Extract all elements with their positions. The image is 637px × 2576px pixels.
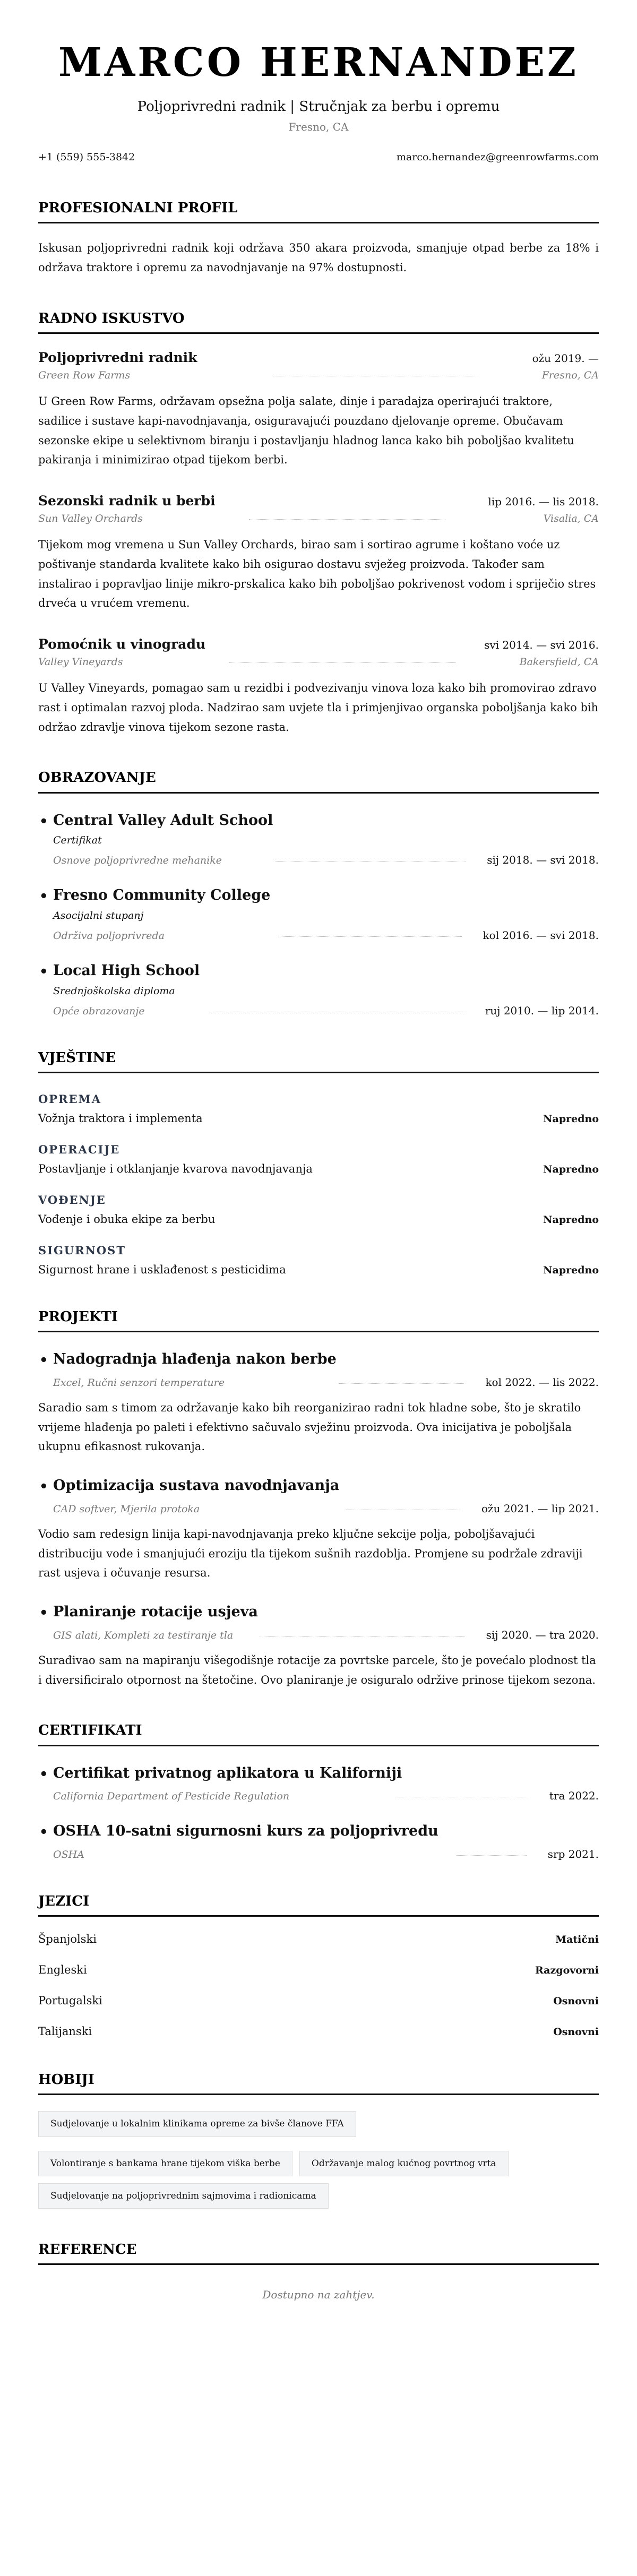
education-entry — [38, 886, 599, 942]
language-row — [38, 1994, 599, 2025]
skill-group — [38, 1092, 599, 1125]
degree: Asocijalni stupanj — [53, 910, 144, 921]
hobby-tag: Volontiranje s bankama hrane tijekom viška berbe — [38, 2151, 292, 2176]
dotted-leader — [339, 1383, 464, 1384]
job-company: Valley Vineyards — [38, 656, 123, 668]
certification-name: Certifikat privatnog aplikatora u Kaliforniji — [53, 1764, 402, 1781]
skill-level: Napredno — [543, 1163, 599, 1175]
certification-issuer: OSHA — [53, 1849, 84, 1861]
certification-issuer: California Department of Pesticide Regulation — [53, 1790, 290, 1803]
bullet-icon: • — [39, 1824, 48, 1841]
section-profile — [38, 200, 599, 278]
education-dates: sij 2018. — svi 2018. — [487, 854, 599, 867]
section-projects — [38, 1309, 599, 1690]
school-name: Central Valley Adult School — [53, 812, 273, 829]
job-entry — [38, 493, 599, 613]
job-title: Poljoprivredni radnik — [38, 350, 197, 366]
language-name: Engleski — [38, 1963, 87, 1977]
school-name: Local High School — [53, 962, 200, 979]
section-certifications — [38, 1722, 599, 1860]
skill-name: Postavljanje i otklanjanje kvarova navodnjavanja — [38, 1162, 313, 1175]
candidate-headline: Poljoprivredni radnik | Stručnjak za berbu i opremu — [137, 99, 500, 115]
bullet-icon: • — [39, 1605, 48, 1622]
dotted-leader — [229, 662, 455, 663]
skill-category: OPERACIJE — [38, 1142, 120, 1156]
education-entry — [38, 812, 599, 867]
skill-name: Vožnja traktora i implementa — [38, 1112, 203, 1125]
candidate-location: Fresno, CA — [288, 120, 349, 134]
school-name: Fresno Community College — [53, 887, 271, 904]
job-entry — [38, 636, 599, 737]
language-row — [38, 2025, 599, 2056]
bullet-icon: • — [39, 889, 48, 905]
contact-row — [38, 151, 599, 163]
candidate-name: MARCO HERNANDEZ — [58, 40, 579, 85]
language-name: Portugalski — [38, 1994, 102, 2008]
project-name: Nadogradnja hlađenja nakon berbe — [53, 1351, 337, 1368]
bullet-icon: • — [39, 813, 48, 830]
certification-entry — [38, 1764, 599, 1803]
hobby-tags — [38, 2111, 599, 2208]
project-entry — [38, 1603, 599, 1690]
skill-level: Napredno — [543, 1264, 599, 1276]
language-name: Talijanski — [38, 2025, 92, 2038]
job-description: U Green Row Farms, održavam opsežna polja salate, dinje i paradajza operirajući traktore, sadilice i sustave kapi-navodnjavanja, osiguravajući pouzdano djelovanje opreme. Obučavam sezonske ekipe u selektivnom biranju i postavljanju hladnog lanca kako bih poboljšao kvalitetu pakiranja i minimizirao otpad tijekom berbi. — [38, 395, 574, 467]
skill-group — [38, 1143, 599, 1175]
language-level: Razgovorni — [535, 1965, 599, 1977]
project-entry — [38, 1477, 599, 1583]
project-description: Vodio sam redesign linija kapi-navodnjavanja preko ključne sekcije polja, poboljšavajući distribuciju vode i smanjujući eroziju tla tijekom sušnih razdoblja. Promjene su podržale zdraviji rast usjeva i očuvanje resursa. — [38, 1527, 583, 1580]
job-description: U Valley Vineyards, pomagao sam u rezidbi i podvezivanju vinova loza kako bih promovirao zdravo rast i optimalan razvoj ploda. Nadzirao sam uvjete tla i primjenjivao organska poboljšanja kako bih održao zdravlje vinova tijekom sezone rasta. — [38, 682, 599, 734]
hobby-tag: Održavanje malog kućnog povrtnog vrta — [299, 2151, 509, 2176]
job-title: Sezonski radnik u berbi — [38, 493, 216, 509]
job-dates: svi 2014. — svi 2016. — [484, 639, 599, 652]
project-name: Planiranje rotacije usjeva — [53, 1604, 258, 1621]
job-company: Green Row Farms — [38, 369, 131, 382]
language-level: Osnovni — [553, 1995, 599, 2008]
dotted-leader — [456, 1855, 527, 1856]
job-location: Fresno, CA — [541, 369, 599, 382]
education-dates: kol 2016. — svi 2018. — [483, 929, 599, 942]
education-dates: ruj 2010. — lip 2014. — [485, 1004, 599, 1017]
language-row — [38, 1933, 599, 1963]
job-location: Visalia, CA — [543, 513, 599, 525]
email-address[interactable]: marco.hernandez@greenrowfarms.com — [396, 151, 599, 163]
phone-number[interactable]: +1 (559) 555-3842 — [38, 151, 135, 163]
job-title: Pomoćnik u vinogradu — [38, 636, 206, 652]
project-dates: ožu 2021. — lip 2021. — [481, 1502, 599, 1515]
section-title-experience: RADNO ISKUSTVO — [38, 311, 599, 334]
skill-name: Vođenje i obuka ekipe za berbu — [38, 1212, 216, 1226]
skill-name: Sigurnost hrane i usklađenost s pesticidima — [38, 1263, 286, 1276]
resume-header — [38, 41, 599, 133]
project-tools: CAD softver, Mjerila protoka — [53, 1503, 200, 1515]
section-languages — [38, 1893, 599, 2056]
field-of-study: Održiva poljoprivreda — [53, 930, 165, 942]
project-entry — [38, 1350, 599, 1457]
certification-name: OSHA 10-satni sigurnosni kurs za poljoprivredu — [53, 1823, 438, 1840]
references-note: Dostupno na zahtjev. — [262, 2288, 375, 2301]
project-description: Saradio sam s timom za održavanje kako bih reorganizirao radni tok hladne sobe, što je skratilo vrijeme hlađenja po paleti i efektivno sačuvalo svježinu proizvoda. Ova inicijativa je poboljšala ukupnu efikasnost rukovanja. — [38, 1401, 581, 1453]
skill-category: OPREMA — [38, 1092, 102, 1106]
project-name: Optimizacija sustava navodnjavanja — [53, 1477, 340, 1494]
bullet-icon: • — [39, 1352, 48, 1369]
hobby-tag: Sudjelovanje u lokalnim klinikama opreme za bivše članove FFA — [38, 2111, 356, 2136]
certification-date: srp 2021. — [547, 1848, 599, 1861]
skill-group — [38, 1244, 599, 1276]
job-dates: ožu 2019. — — [532, 352, 599, 365]
field-of-study: Osnove poljoprivredne mehanike — [53, 855, 222, 867]
job-company: Sun Valley Orchards — [38, 513, 143, 525]
section-title-hobbies: HOBIJI — [38, 2072, 599, 2095]
language-level: Matični — [555, 1934, 599, 1946]
bullet-icon: • — [39, 1766, 48, 1782]
skill-group — [38, 1193, 599, 1226]
project-tools: GIS alati, Kompleti za testiranje tla — [53, 1629, 234, 1641]
project-tools: Excel, Ručni senzori temperature — [53, 1376, 225, 1389]
section-skills — [38, 1050, 599, 1276]
section-title-certifications: CERTIFIKATI — [38, 1722, 599, 1746]
project-dates: kol 2022. — lis 2022. — [485, 1375, 599, 1389]
job-entry — [38, 350, 599, 470]
section-experience — [38, 311, 599, 737]
language-name: Španjolski — [38, 1933, 97, 1946]
skill-level: Napredno — [543, 1113, 599, 1125]
section-title-profile: PROFESIONALNI PROFIL — [38, 200, 599, 223]
project-dates: sij 2020. — tra 2020. — [486, 1628, 599, 1641]
degree: Srednjoškolska diploma — [53, 985, 175, 997]
skill-category: SIGURNOST — [38, 1243, 126, 1257]
skill-level: Napredno — [543, 1213, 599, 1226]
section-title-languages: JEZICI — [38, 1893, 599, 1917]
section-references — [38, 2242, 599, 2301]
job-description: Tijekom mog vremena u Sun Valley Orchards, birao sam i sortirao agrume i koštano voće uz poštivanje standarda kvalitete kako bih osigurao dostavu svježeg proizvoda. Također sam instalirao i popravljao linije mikro-prskalica kako bih poboljšao pokrivenost vodom i spriječio stres drveća u vrućem vremenu. — [38, 538, 596, 610]
field-of-study: Opće obrazovanje — [53, 1005, 145, 1017]
certification-entry — [38, 1822, 599, 1860]
section-title-skills: VJEŠTINE — [38, 1050, 599, 1073]
section-hobbies — [38, 2072, 599, 2208]
certification-date: tra 2022. — [549, 1789, 599, 1803]
dotted-leader — [249, 519, 445, 520]
bullet-icon: • — [39, 1479, 48, 1495]
profile-summary: Iskusan poljoprivredni radnik koji održava 350 akara proizvoda, smanjuje otpad berbe za 18% i održava traktore i opremu za navodnjavanje na 97% dostupnosti. — [38, 242, 599, 274]
job-location: Bakersfield, CA — [519, 656, 599, 668]
language-level: Osnovni — [553, 2026, 599, 2038]
education-entry — [38, 962, 599, 1017]
dotted-leader — [279, 936, 462, 937]
skill-category: VOĐENJE — [38, 1193, 106, 1207]
bullet-icon: • — [39, 964, 48, 980]
section-education — [38, 770, 599, 1016]
section-title-references: REFERENCE — [38, 2242, 599, 2265]
language-row — [38, 1963, 599, 1994]
project-description: Surađivao sam na mapiranju višegodišnje rotacije za povrtske parcele, što je povećalo plodnost tla i diversificiralo otpornost na štetočine. Ovo planiranje je osiguralo održive prinose tijekom sezona. — [38, 1653, 596, 1686]
hobby-tag: Sudjelovanje na poljoprivrednim sajmovima i radionicama — [38, 2183, 329, 2209]
section-title-education: OBRAZOVANJE — [38, 770, 599, 793]
job-dates: lip 2016. — lis 2018. — [488, 495, 599, 509]
degree: Certifikat — [53, 834, 102, 847]
section-title-projects: PROJEKTI — [38, 1309, 599, 1332]
